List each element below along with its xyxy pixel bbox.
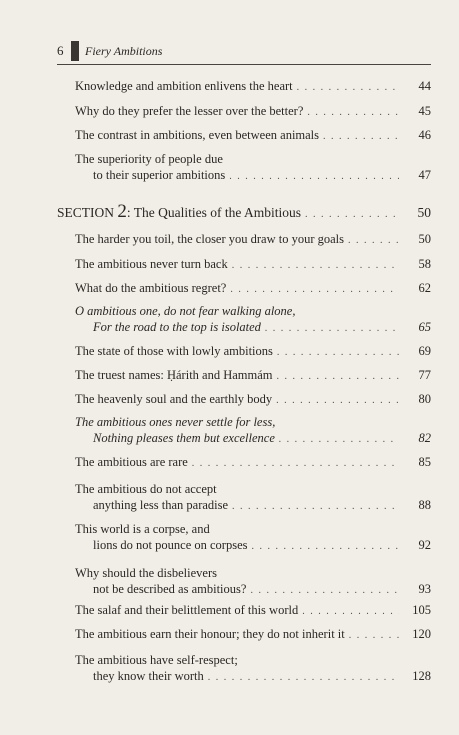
toc-entry-title: to their superior ambitions (93, 168, 226, 182)
toc-entry[interactable] (75, 231, 431, 249)
toc-entry-title: The superiority of people due (75, 152, 223, 166)
leader-dots (265, 321, 399, 337)
toc-entry-title: The salaf and their belittlement of this world (75, 603, 299, 617)
toc-page-number: 77 (418, 368, 431, 382)
running-title: Fiery Ambitions (85, 43, 163, 58)
toc-entry[interactable] (75, 481, 431, 515)
leader-dots (232, 258, 399, 274)
toc-entry-title: The ambitious do not accept (75, 482, 217, 496)
toc-entry[interactable] (75, 626, 431, 644)
toc-entry-title: Knowledge and ambition enlivens the heart (75, 79, 293, 93)
toc-page-number: 50 (418, 232, 431, 246)
toc-entry[interactable] (75, 303, 431, 337)
toc-entry[interactable] (75, 127, 431, 145)
toc-entry[interactable] (75, 280, 431, 298)
toc-entry-title: The ambitious never turn back (75, 257, 228, 271)
toc-page-number: 82 (418, 431, 431, 445)
page-number: 6 (57, 43, 64, 58)
section-title: : The Qualities of the Ambitious (126, 205, 301, 220)
section-heading (57, 203, 431, 224)
leader-dots (277, 345, 399, 361)
leader-dots (250, 583, 399, 599)
toc-entry-title: Nothing pleases them but excellence (93, 431, 275, 445)
toc-entry[interactable] (75, 151, 431, 185)
toc-entry-title: anything less than paradise (93, 498, 229, 512)
toc-page-number: 93 (418, 582, 431, 596)
toc-entry-title: they know their worth (93, 669, 204, 683)
toc-entry[interactable] (75, 652, 431, 686)
toc-entry[interactable] (75, 414, 431, 448)
toc-page-number: 120 (412, 627, 431, 641)
toc-page-number: 92 (418, 538, 431, 552)
toc-page-number: 80 (418, 392, 431, 406)
toc-entry-title: The harder you toil, the closer you draw to your goals (75, 232, 345, 246)
toc-page-number: 85 (418, 455, 431, 469)
toc-page-number: 58 (418, 257, 431, 271)
toc-entry-title: not be described as ambitious? (93, 582, 247, 596)
toc-entry[interactable] (75, 391, 431, 409)
section-page: 50 (417, 205, 431, 220)
leader-dots (230, 282, 399, 298)
toc-entry-title: Why should the disbelievers (75, 566, 217, 580)
toc-entry[interactable] (75, 454, 431, 472)
leader-dots (252, 539, 400, 555)
toc-entry-title: The heavenly soul and the earthly body (75, 392, 273, 406)
leader-dots (348, 233, 399, 249)
toc-entry-title: The contrast in ambitions, even between animals (75, 128, 320, 142)
toc-entry-title: The ambitious have self-respect; (75, 653, 238, 667)
toc-page-number: 69 (418, 344, 431, 358)
toc-entry-title: What do the ambitious regret? (75, 281, 227, 295)
toc-entry[interactable] (75, 565, 431, 599)
toc-entry-title: The ambitious are rare (75, 455, 188, 469)
toc-page-number: 46 (418, 128, 431, 142)
leader-dots (229, 169, 399, 185)
toc-entry-title: The truest names: Ḥárith and Hammám (75, 368, 273, 382)
leader-dots (297, 80, 399, 96)
toc-entry[interactable] (75, 343, 431, 361)
toc-entry[interactable] (75, 78, 431, 96)
toc-entry[interactable] (75, 367, 431, 385)
toc-entry-title: Why do they prefer the lesser over the better? (75, 104, 304, 118)
toc-entry-title: This world is a corpse, and (75, 522, 210, 536)
toc-page-number: 105 (412, 603, 431, 617)
toc-page-number: 47 (418, 168, 431, 182)
toc-page-number: 128 (412, 669, 431, 683)
leader-dots (279, 432, 399, 448)
leader-dots (232, 499, 399, 515)
toc-entry-title: The ambitious ones never settle for less, (75, 415, 276, 429)
leader-dots (276, 393, 399, 409)
toc-entry[interactable] (75, 602, 431, 620)
toc-entry-title: lions do not pounce on corpses (93, 538, 248, 552)
leader-dots (307, 105, 399, 121)
toc-page-number: 62 (418, 281, 431, 295)
leader-dots (305, 206, 399, 224)
toc-page-number: 45 (418, 104, 431, 118)
toc-entry[interactable] (75, 256, 431, 274)
toc-entry[interactable] (75, 521, 431, 555)
toc-entry-title: The ambitious earn their honour; they do not inherit it (75, 627, 345, 641)
section-number: 2 (117, 201, 127, 222)
toc-entry-title: O ambitious one, do not fear walking alone, (75, 304, 296, 318)
section-label: SECTION (57, 205, 114, 220)
toc-page-number: 65 (418, 320, 431, 334)
leader-dots (323, 129, 399, 145)
leader-dots (192, 456, 399, 472)
leader-dots (277, 369, 399, 385)
leader-dots (302, 604, 399, 620)
toc-page-number: 44 (418, 79, 431, 93)
toc-page-number: 88 (418, 498, 431, 512)
toc-entry-title: The state of those with lowly ambitions (75, 344, 273, 358)
toc-entry[interactable] (75, 103, 431, 121)
leader-dots (349, 628, 399, 644)
toc-entry-title: For the road to the top is isolated (93, 320, 261, 334)
leader-dots (208, 670, 399, 686)
